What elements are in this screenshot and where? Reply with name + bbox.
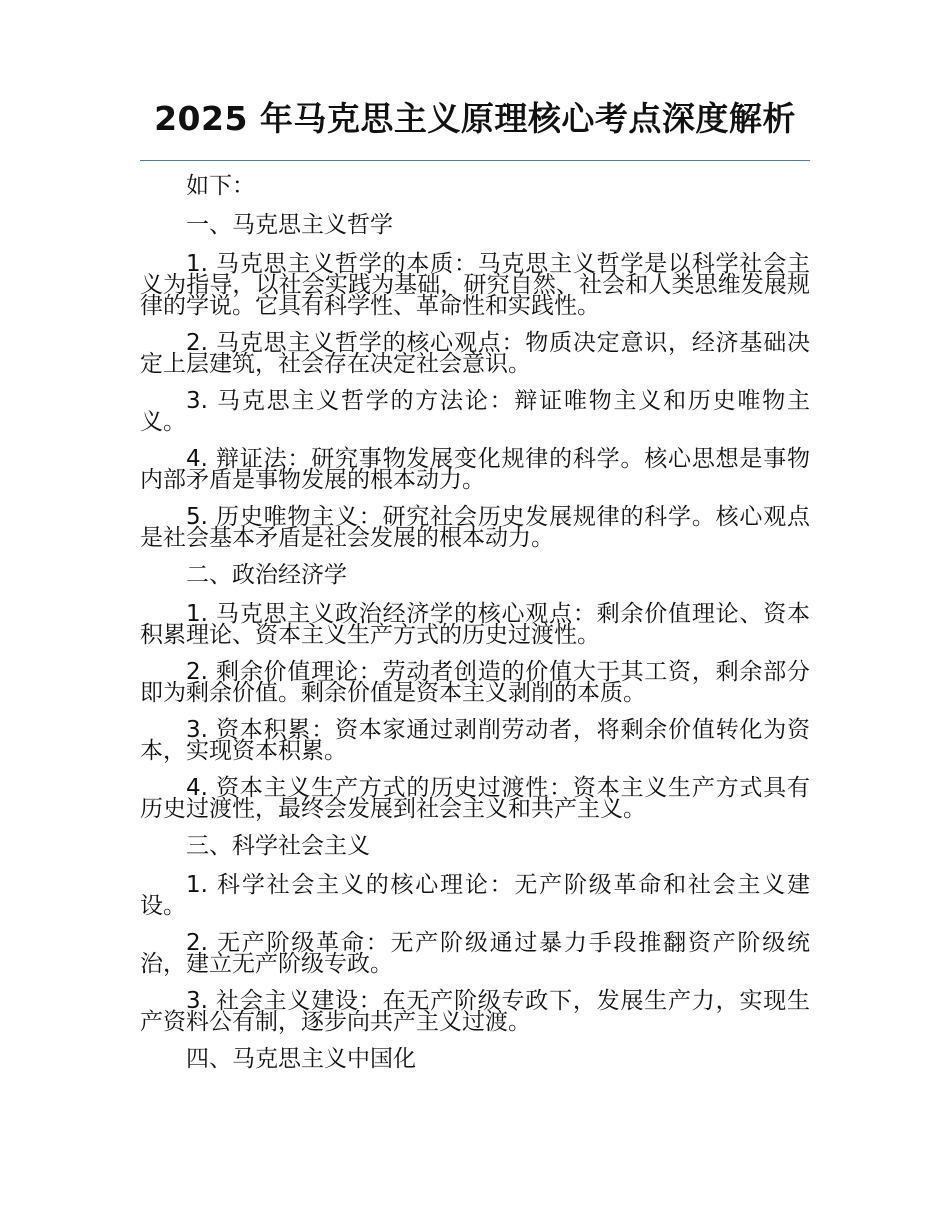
- paragraph: 5. 历史唯物主义：研究社会历史发展规律的科学。核心观点是社会基本矛盾是社会发展的根本动力。: [140, 504, 810, 551]
- paragraph: 1. 马克思主义哲学的本质：马克思主义哲学是以科学社会主义为指导，以社会实践为基础，研究自然、社会和人类思维发展规律的学说。它具有科学性、革命性和实践性。: [140, 251, 810, 319]
- section-heading-philosophy: 一、马克思主义哲学: [186, 212, 393, 238]
- paragraph: 4. 辩证法：研究事物发展变化规律的科学。核心思想是事物内部矛盾是事物发展的根本动力。: [140, 446, 810, 493]
- section-heading-sinicization: 四、马克思主义中国化: [186, 1046, 416, 1072]
- paragraph: 2. 剩余价值理论：劳动者创造的价值大于其工资，剩余部分即为剩余价值。剩余价值是资本主义剥削的本质。: [140, 659, 810, 706]
- paragraph: 3. 马克思主义哲学的方法论：辩证唯物主义和历史唯物主义。: [140, 388, 810, 435]
- paragraph: 1. 马克思主义政治经济学的核心观点：剩余价值理论、资本积累理论、资本主义生产方式的历史过渡性。: [140, 601, 810, 648]
- paragraph: 2. 无产阶级革命：无产阶级通过暴力手段推翻资产阶级统治，建立无产阶级专政。: [140, 930, 810, 977]
- title-divider: [140, 160, 810, 161]
- paragraph: 3. 社会主义建设：在无产阶级专政下，发展生产力，实现生产资料公有制，逐步向共产主义过渡。: [140, 988, 810, 1035]
- paragraph: 1. 科学社会主义的核心理论：无产阶级革命和社会主义建设。: [140, 872, 810, 919]
- paragraph: 4. 资本主义生产方式的历史过渡性：资本主义生产方式具有历史过渡性，最终会发展到社会主义和共产主义。: [140, 775, 810, 822]
- section-heading-political-economy: 二、政治经济学: [186, 562, 347, 588]
- paragraph: 3. 资本积累：资本家通过剥削劳动者，将剩余价值转化为资本，实现资本积累。: [140, 717, 810, 764]
- section-heading-scientific-socialism: 三、科学社会主义: [186, 833, 370, 859]
- document-body: [140, 173, 810, 1088]
- document-title: 2025 年马克思主义原理核心考点深度解析: [154, 99, 796, 138]
- paragraph: 2. 马克思主义哲学的核心观点：物质决定意识，经济基础决定上层建筑，社会存在决定社会意识。: [140, 330, 810, 377]
- intro-paragraph: 如下：: [186, 173, 255, 199]
